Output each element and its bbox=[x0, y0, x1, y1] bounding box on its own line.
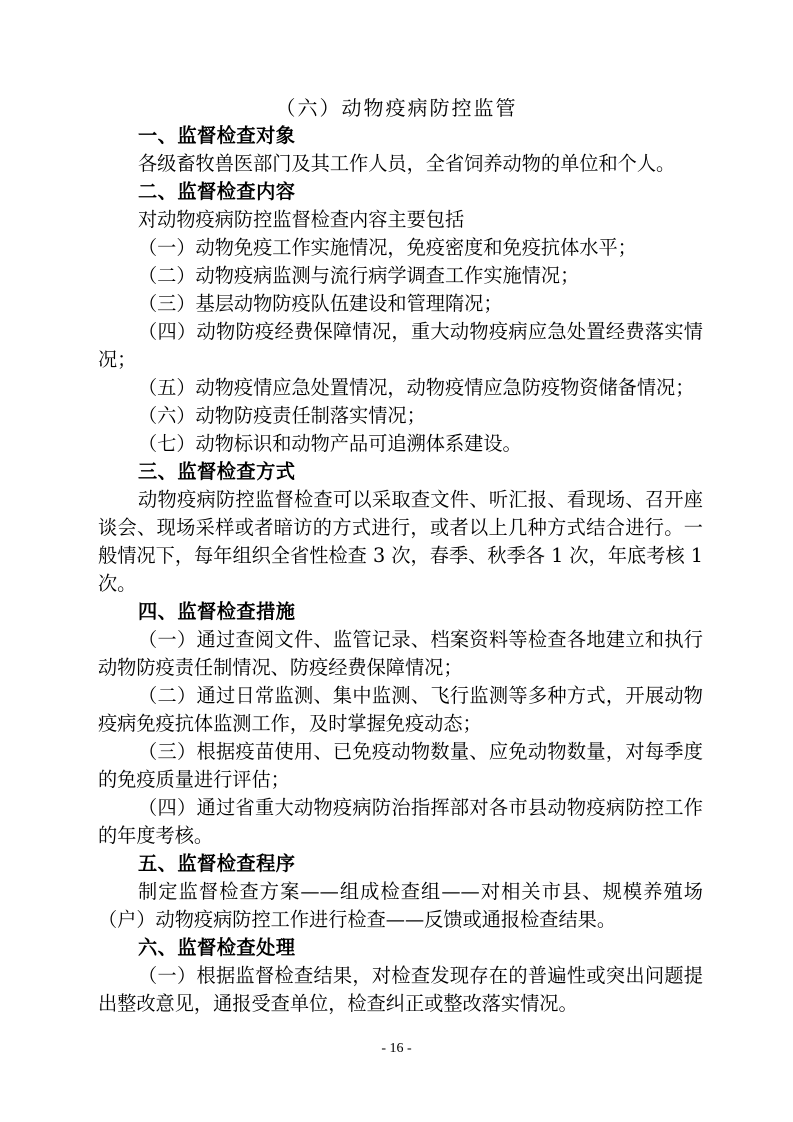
paragraph: 动物疫病防控监督检查可以采取查文件、听汇报、看现场、召开座谈会、现场采样或者暗访的方式进行，或者以上几种方式结合进行。一般情况下，每年组织全省性检查 3 次，春季、秋季各 1 次，年底考核 1 次。 bbox=[98, 488, 703, 595]
paragraph: （七）动物标识和动物产品可追溯体系建设。 bbox=[138, 432, 522, 455]
paragraph: 各级畜牧兽医部门及其工作人员，全省饲养动物的单位和个人。 bbox=[138, 152, 676, 175]
paragraph: 对动物疫病防控监督检查内容主要包括 bbox=[138, 208, 465, 231]
paragraph: （四）动物防疫经费保障情况，重大动物疫病应急处置经费落实情况； bbox=[98, 320, 703, 371]
document-title: （六）动物疫病防控监管 bbox=[275, 96, 518, 120]
section-heading: 一、监督检查对象 bbox=[138, 124, 296, 147]
paragraph: （四）通过省重大动物疫病防治指挥部对各市县动物疫病防控工作的年度考核。 bbox=[98, 796, 703, 847]
paragraph: （五）动物疫情应急处置情况，动物疫情应急防疫物资储备情况； bbox=[138, 376, 695, 399]
paragraph: （三）根据疫苗使用、已免疫动物数量、应免动物数量，对每季度的免疫质量进行评估； bbox=[98, 740, 703, 791]
paragraph: （二）动物疫病监测与流行病学调查工作实施情况； bbox=[138, 264, 580, 287]
paragraph: （六）动物防疫责任制落实情况； bbox=[138, 404, 426, 427]
section-heading: 五、监督检查程序 bbox=[138, 852, 296, 875]
section-heading: 三、监督检查方式 bbox=[138, 460, 296, 483]
page-number: - 16 - bbox=[381, 1041, 412, 1056]
paragraph: （二）通过日常监测、集中监测、飞行监测等多种方式，开展动物疫病免疫抗体监测工作，及时掌握免疫动态； bbox=[98, 684, 703, 735]
section-heading: 二、监督检查内容 bbox=[138, 180, 296, 203]
paragraph: （一）通过查阅文件、监管记录、档案资料等检查各地建立和执行动物防疫责任制情况、防疫经费保障情况； bbox=[98, 628, 703, 679]
document-body bbox=[98, 122, 703, 1018]
section-heading: 六、监督检查处理 bbox=[138, 936, 296, 959]
paragraph: 制定监督检查方案——组成检查组——对相关市县、规模养殖场（户）动物疫病防控工作进行检查——反馈或通报检查结果。 bbox=[98, 880, 703, 931]
paragraph: （一）根据监督检查结果，对检查发现存在的普遍性或突出问题提出整改意见，通报受查单位，检查纠正或整改落实情况。 bbox=[98, 964, 703, 1015]
section-heading: 四、监督检查措施 bbox=[138, 600, 296, 623]
paragraph: （三）基层动物防疫队伍建设和管理隋况； bbox=[138, 292, 503, 315]
paragraph: （一）动物免疫工作实施情况，免疫密度和免疫抗体水平； bbox=[138, 236, 637, 259]
